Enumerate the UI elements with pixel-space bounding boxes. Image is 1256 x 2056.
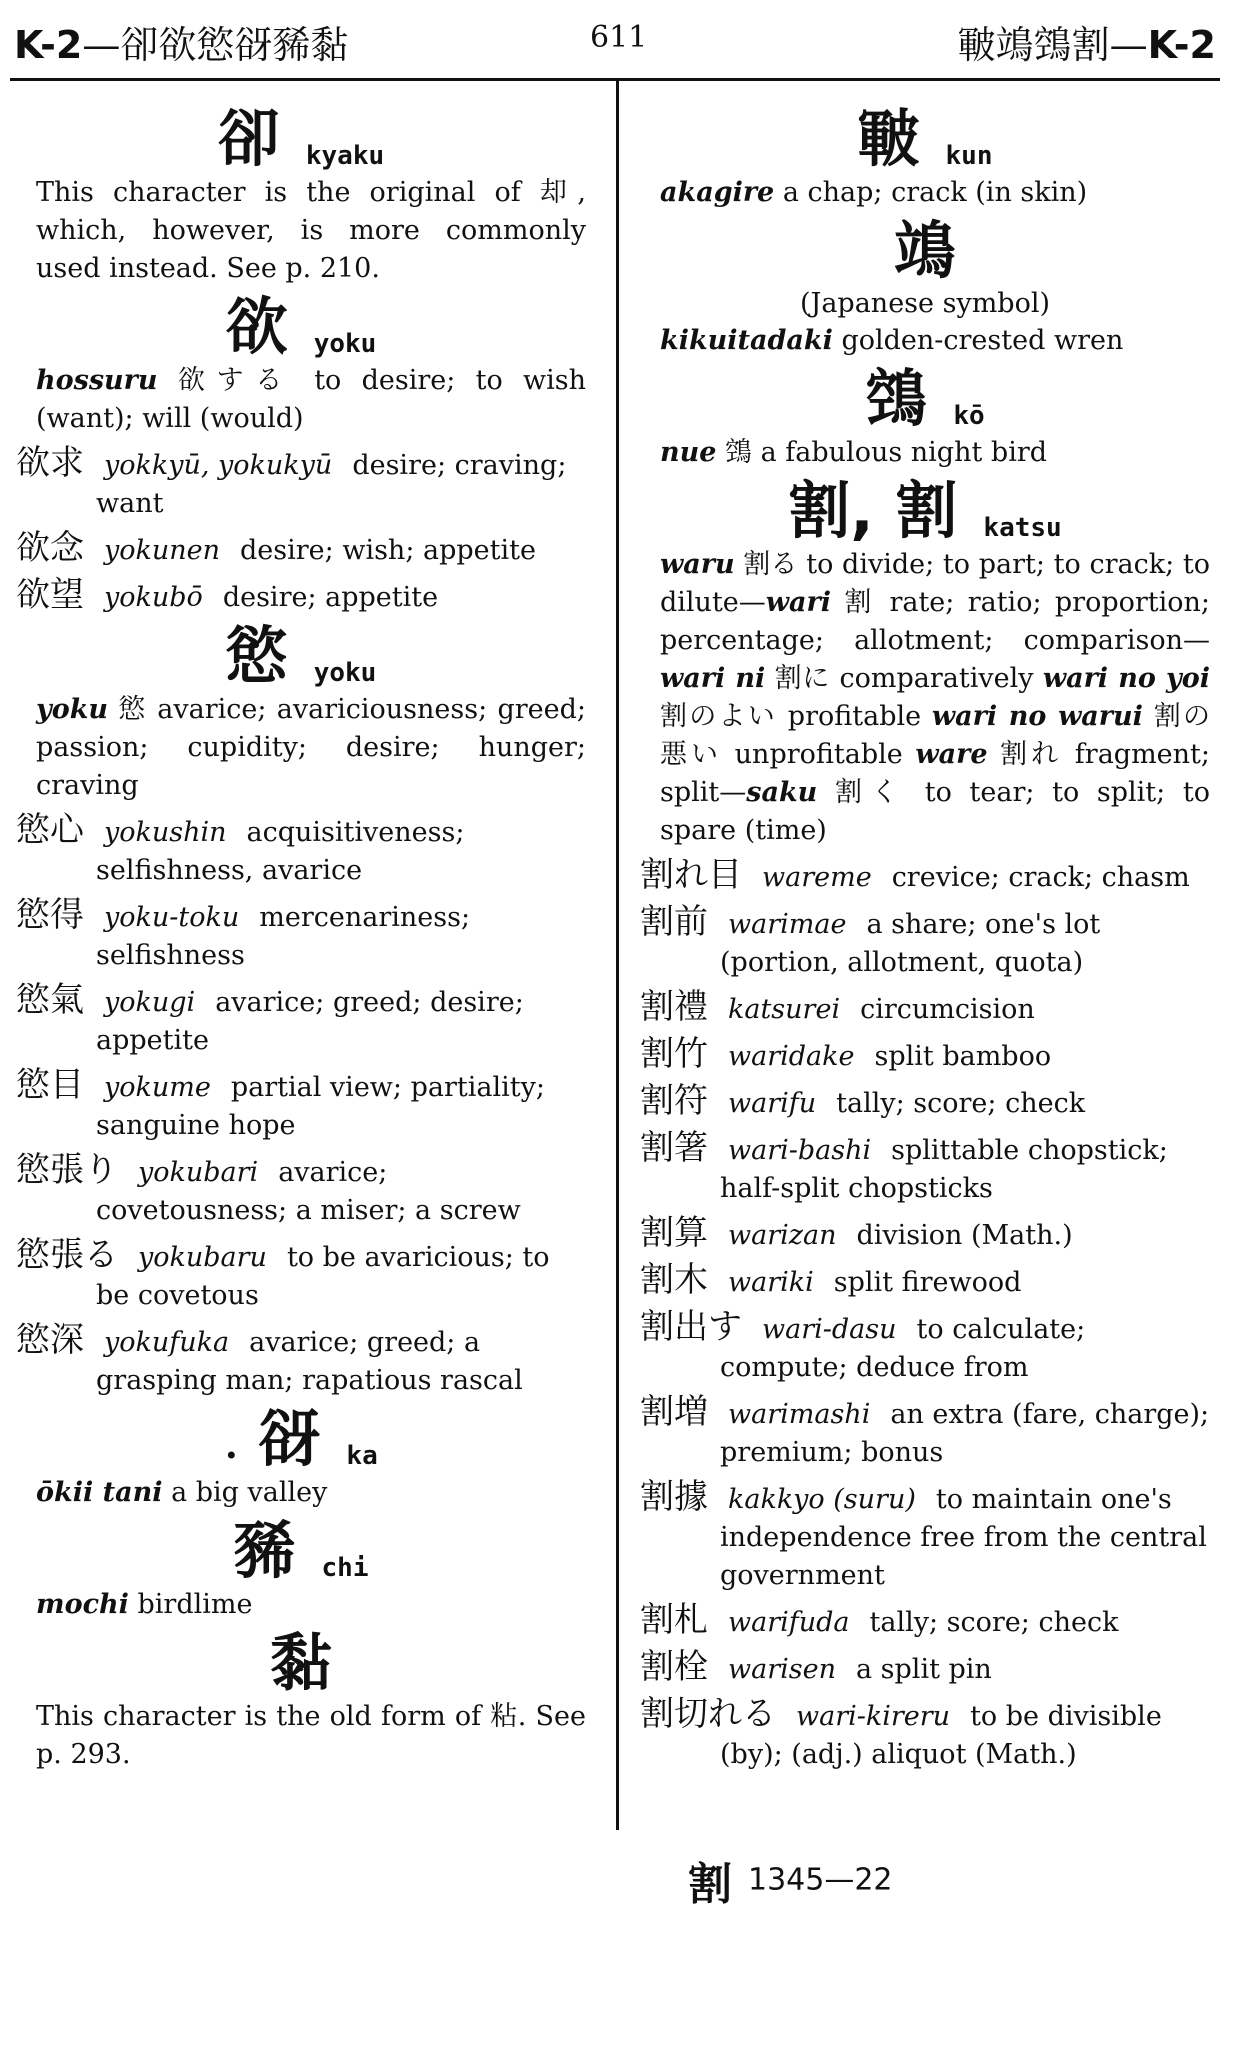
compound: 割符 bbox=[640, 1081, 708, 1121]
header-left bbox=[14, 14, 348, 69]
definition: desire; appetite bbox=[222, 582, 439, 613]
headword: akagire bbox=[660, 177, 775, 208]
compound: 慾氣 bbox=[16, 980, 84, 1020]
list-item bbox=[16, 1151, 586, 1230]
compound: 割増 bbox=[640, 1392, 708, 1432]
definition: circumcision bbox=[860, 994, 1035, 1025]
list-item bbox=[640, 1214, 1210, 1255]
char-heading-ka bbox=[16, 1402, 586, 1475]
romaji: wariki bbox=[728, 1267, 814, 1298]
footer-number: 1345—22 bbox=[748, 1862, 893, 1898]
definition: partial view; partiality; sanguine hope bbox=[96, 1072, 545, 1141]
definition: desire; wish; appetite bbox=[240, 535, 536, 566]
romaji: wari-kireru bbox=[796, 1701, 951, 1732]
headword: yoku bbox=[36, 694, 109, 725]
char-heading-kun bbox=[640, 102, 1210, 175]
definition: split bamboo bbox=[874, 1041, 1052, 1072]
kanji: 豨 bbox=[233, 1514, 296, 1587]
romaji: warizan bbox=[728, 1220, 837, 1251]
chi-main bbox=[16, 1586, 586, 1624]
definition: to be divisible (by); (adj.) aliquot (Math.) bbox=[720, 1701, 1162, 1770]
footer-kanji: 割 bbox=[688, 1859, 732, 1910]
column-divider bbox=[616, 80, 619, 1830]
ka-main bbox=[16, 1474, 586, 1512]
romaji: warifuda bbox=[728, 1607, 850, 1638]
definition: avarice; greed; desire; appetite bbox=[96, 987, 524, 1056]
definition: splittable chopstick; half-split chopsticks bbox=[720, 1135, 1168, 1204]
headword: wari no warui bbox=[931, 701, 1143, 732]
bullet-mark: • bbox=[224, 1441, 239, 1470]
definition: a chap; crack (in skin) bbox=[774, 177, 1088, 208]
definition: golden-crested wren bbox=[832, 325, 1124, 356]
yoku2-main bbox=[16, 691, 586, 805]
list-item bbox=[640, 1695, 1210, 1774]
compound: 割據 bbox=[640, 1477, 708, 1517]
kanji: 卻 bbox=[217, 102, 280, 175]
char-heading-kyaku bbox=[16, 102, 586, 175]
definition: acquisitiveness; selfishness, avarice bbox=[96, 817, 465, 886]
list-item bbox=[640, 1035, 1210, 1076]
list-item bbox=[16, 529, 586, 570]
char-heading-nen bbox=[16, 1626, 586, 1699]
list-item bbox=[16, 981, 586, 1060]
compound: 割栓 bbox=[640, 1647, 708, 1687]
header-left-chars: —卻欲慾谺豨黏 bbox=[82, 23, 349, 67]
romaji: yokubari bbox=[138, 1157, 259, 1188]
romaji: warimae bbox=[728, 909, 847, 940]
compound: 割前 bbox=[640, 902, 708, 942]
list-item bbox=[16, 444, 586, 523]
definition: 割る to divide; to part; to crack; to dilute— bbox=[660, 549, 1210, 618]
definition: an extra (fare, charge); premium; bonus bbox=[720, 1399, 1210, 1468]
compound: 欲念 bbox=[16, 528, 84, 568]
symbol-note: (Japanese symbol) bbox=[799, 288, 1051, 319]
definition: 割に comparatively bbox=[765, 663, 1043, 694]
romaji: warimashi bbox=[728, 1399, 871, 1430]
ko-main bbox=[640, 434, 1210, 472]
romaji: warifu bbox=[728, 1088, 817, 1119]
compound: 割箸 bbox=[640, 1128, 708, 1168]
definition: 割く to tear; to split; to spare (time) bbox=[660, 777, 1210, 846]
list-item bbox=[640, 903, 1210, 982]
definition: split firewood bbox=[833, 1267, 1022, 1298]
compound: 割算 bbox=[640, 1213, 708, 1253]
romaji: waridake bbox=[728, 1041, 855, 1072]
kanji: 慾 bbox=[225, 619, 288, 692]
char-heading-kiku bbox=[640, 214, 1210, 287]
kanji: 鴗 bbox=[893, 214, 956, 287]
right-column bbox=[640, 100, 1210, 1780]
headword: nue bbox=[660, 437, 717, 468]
list-item bbox=[16, 1321, 586, 1400]
kun-main bbox=[640, 174, 1210, 212]
list-item bbox=[640, 1082, 1210, 1123]
headword: mochi bbox=[36, 1589, 129, 1620]
definition: mercenariness; selfishness bbox=[96, 902, 471, 971]
headword: hossuru bbox=[36, 365, 158, 396]
compound: 割竹 bbox=[640, 1034, 708, 1074]
list-item bbox=[640, 856, 1210, 897]
definition: birdlime bbox=[128, 1589, 253, 1620]
definition: desire; craving; want bbox=[96, 450, 567, 519]
definition: a big valley bbox=[162, 1477, 328, 1508]
list-item bbox=[640, 1478, 1210, 1595]
list-item bbox=[16, 1236, 586, 1315]
definition: 割の悪い unprofitable bbox=[660, 701, 1210, 770]
romaji: wari-dasu bbox=[762, 1314, 897, 1345]
romaji: yokume bbox=[104, 1072, 211, 1103]
kanji: 皸 bbox=[857, 102, 920, 175]
compound: 欲求 bbox=[16, 443, 84, 483]
romaji: yokubaru bbox=[138, 1242, 267, 1273]
compound: 慾張り bbox=[16, 1150, 118, 1190]
definition: to maintain one's independence free from the central government bbox=[720, 1484, 1207, 1591]
header-left-code: K-2 bbox=[14, 23, 83, 67]
left-column bbox=[16, 100, 586, 1780]
definition: 鵼 a fabulous night bird bbox=[716, 437, 1048, 468]
list-item bbox=[16, 811, 586, 890]
compound: 慾目 bbox=[16, 1065, 84, 1105]
char-heading-yoku-1 bbox=[16, 290, 586, 363]
list-item bbox=[640, 1601, 1210, 1642]
list-item bbox=[640, 1261, 1210, 1302]
reading: kō bbox=[953, 400, 985, 431]
romaji: yokugi bbox=[104, 987, 196, 1018]
reading: chi bbox=[321, 1552, 369, 1583]
page-number: 611 bbox=[590, 20, 648, 55]
headword: ware bbox=[915, 739, 988, 770]
definition: tally; score; check bbox=[869, 1607, 1119, 1638]
definition: avarice; greed; a grasping man; rapatious rascal bbox=[96, 1327, 523, 1396]
headword: ōkii tani bbox=[36, 1477, 163, 1508]
compound: 割れ目 bbox=[640, 855, 742, 895]
footer-reference bbox=[688, 1848, 893, 1912]
list-item bbox=[16, 1066, 586, 1145]
nen-note: This character is the old form of 粘. See p. 293. bbox=[36, 1701, 586, 1770]
list-item bbox=[640, 1129, 1210, 1208]
reading: kyaku bbox=[305, 140, 385, 171]
romaji: yoku-toku bbox=[104, 902, 240, 933]
compound: 割木 bbox=[640, 1260, 708, 1300]
list-item bbox=[16, 896, 586, 975]
definition: 割れ fragment; split— bbox=[660, 739, 1210, 808]
compound: 欲望 bbox=[16, 575, 84, 615]
reading: yoku bbox=[313, 328, 377, 359]
definition: 割 rate; ratio; proportion; percentage; allotment; comparison— bbox=[660, 587, 1210, 656]
reading: yoku bbox=[313, 657, 377, 688]
katsu-main bbox=[640, 546, 1210, 850]
romaji: yokubō bbox=[104, 582, 203, 613]
definition: 欲する to desire; to wish (want); will (would) bbox=[36, 365, 586, 434]
kanji: 欲 bbox=[225, 290, 288, 363]
header-right-code: K-2 bbox=[1147, 23, 1216, 67]
reading: katsu bbox=[983, 512, 1062, 543]
list-item bbox=[640, 1308, 1210, 1387]
char-heading-chi bbox=[16, 1514, 586, 1587]
headword: saku bbox=[746, 777, 818, 808]
compound: 割切れる bbox=[640, 1694, 776, 1734]
romaji: wareme bbox=[762, 862, 872, 893]
list-item bbox=[16, 576, 586, 617]
romaji: yokushin bbox=[104, 817, 227, 848]
headword: waru bbox=[660, 549, 735, 580]
kyaku-note: This character is the original of 却, which, however, is more commonly used instead. See p. 210. bbox=[36, 177, 586, 284]
compound: 割札 bbox=[640, 1600, 708, 1640]
romaji: yokunen bbox=[104, 535, 221, 566]
headword: wari ni bbox=[660, 663, 766, 694]
yoku1-main bbox=[16, 362, 586, 438]
compound: 慾張る bbox=[16, 1235, 118, 1275]
list-item bbox=[640, 1648, 1210, 1689]
definition: 慾 avarice; avariciousness; greed; passion; cupidity; desire; hunger; craving bbox=[36, 694, 586, 801]
definition: a share; one's lot (portion, allotment, quota) bbox=[720, 909, 1101, 978]
headword: wari no yoi bbox=[1042, 663, 1210, 694]
compound: 慾深 bbox=[16, 1320, 84, 1360]
compound: 慾心 bbox=[16, 810, 84, 850]
definition: 割のよい profitable bbox=[660, 701, 932, 732]
definition: to calculate; compute; deduce from bbox=[720, 1314, 1086, 1383]
romaji: warisen bbox=[728, 1654, 836, 1685]
romaji: yokkyū, yokukyū bbox=[104, 450, 333, 481]
definition: a split pin bbox=[855, 1654, 992, 1685]
header-right bbox=[958, 14, 1216, 69]
list-item bbox=[640, 1393, 1210, 1472]
compound: 割出す bbox=[640, 1307, 742, 1347]
kanji: 割, 割 bbox=[788, 474, 958, 547]
kiku-main bbox=[640, 322, 1210, 360]
definition: to be avaricious; to be covetous bbox=[96, 1242, 550, 1311]
headword: wari bbox=[765, 587, 832, 618]
compound: 慾得 bbox=[16, 895, 84, 935]
char-heading-katsu bbox=[640, 474, 1210, 547]
reading: kun bbox=[945, 140, 993, 171]
romaji: katsurei bbox=[728, 994, 841, 1025]
romaji: yokufuka bbox=[104, 1327, 230, 1358]
kanji: 谺 bbox=[258, 1402, 321, 1475]
definition: tally; score; check bbox=[836, 1088, 1086, 1119]
compound: 割禮 bbox=[640, 987, 708, 1027]
definition: avarice; covetousness; a miser; a screw bbox=[96, 1157, 521, 1226]
headword: kikuitadaki bbox=[660, 325, 833, 356]
char-heading-yoku-2 bbox=[16, 619, 586, 692]
definition: division (Math.) bbox=[856, 1220, 1073, 1251]
reading: ka bbox=[346, 1440, 378, 1471]
romaji: kakkyo (suru) bbox=[728, 1484, 916, 1515]
kanji: 鵼 bbox=[865, 362, 928, 435]
header-rule bbox=[10, 78, 1220, 81]
header-right-chars: 皸鴗鵼割— bbox=[957, 23, 1148, 67]
romaji: wari-bashi bbox=[728, 1135, 872, 1166]
kanji: 黏 bbox=[269, 1626, 332, 1699]
definition: crevice; crack; chasm bbox=[891, 862, 1190, 893]
list-item bbox=[640, 988, 1210, 1029]
char-heading-ko bbox=[640, 362, 1210, 435]
